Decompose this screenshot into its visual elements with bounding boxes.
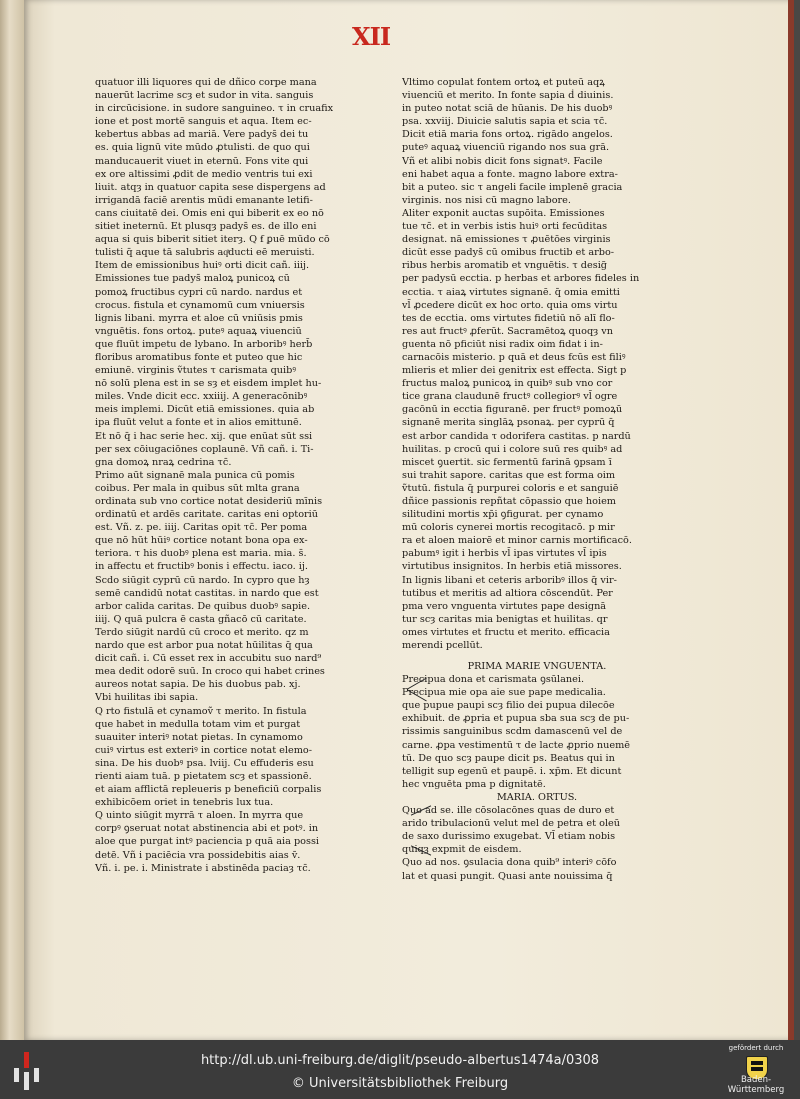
text-line: rienti aiam tuā. p pietatem scȝ et spassionē. [95,770,312,782]
text-line: bit a puteo. sic τ angeli facile implenē gracia [402,181,623,193]
text-line: signanē merita singlāꝝ psonaꝝ. per cyprū q̄ [402,417,615,429]
copyright-notice: © Universitätsbibliothek Freiburg [291,1076,509,1091]
text-line: res aut fructꝰ ꝓferūt. Sacramētoꝝ quoqȝ vn [402,325,613,337]
text-line: huilitas. p crocū qui i colore suū res quibꝰ ad [402,443,623,455]
text-line: pabumꝰ igit i herbis vl̄ ipas virtutes vl̄ ipis [402,548,607,560]
text-line: teriora. τ his duobꝰ plena est maria. mia. s̄. [95,548,307,560]
text-line: de saxo durissimo exugebat. Vl̄ etiam nobis [402,831,616,843]
text-line: suauiter interiꝰ notat pietas. In cynamomo [95,731,303,743]
text-line: Vñ et alibi nobis dicit fons signatꝰ. Facile [402,155,603,167]
text-line: Quo ad nos. ꝯsulacia dona quib⁹ interiꝰ cōfo [402,857,617,869]
sponsor-name: Baden-Württemberg [727,1075,785,1095]
text-line: ipa fluūt velut a fonte et in alios emittunē. [95,417,302,429]
text-line: in circūcisione. in sudore sanguineo. τ in cruafix [95,103,334,115]
text-line: crocus. fistula et cynamomū cum vniuersis [95,299,305,311]
text-line: est. Vñ. z. pe. iiij. Caritas opit τc̄. Per poma [95,522,308,534]
text-line: tes de ecctia. oms virtutes fidetiū nō alī flo- [402,312,615,324]
text-line: arido tribulacionū velut mel de petra et oleū [402,818,621,830]
text-line: Terdo siūgit nardū cū croco et merito. qz m [95,626,309,638]
text-line: gna domoꝝ nraꝝ cedrina τc̄. [95,456,232,468]
text-line: arbor calida caritas. De quibus duobꝰ sapie. [95,600,311,612]
text-line: coibus. Per mala in quibus sūt mlta grana [95,482,300,494]
text-line: quiqȝ expmit de eisdem. [402,844,522,856]
text-line: vnguētis. fons ortoꝝ. puteꝰ aquaꝝ viuenciū [95,325,302,337]
text-line: liuit. atqȝ in quatuor capita sese dispergens ad [95,181,326,193]
left-text-column [95,76,360,875]
text-line: per padysū ecctia. p herbas et arbores fideles in [402,273,640,285]
text-line: meis implemi. Dicūt etiā emissiones. quia ab [95,404,315,416]
text-line: emiunē. virginis ṽtutes τ carismata quibꝰ [95,365,297,377]
text-line: nō solū plena est in se sȝ et eisdem implet hu- [95,378,322,390]
text-line: sui trahit sapore. caritas que est forma oim [402,469,616,481]
text-line: mlieris et mlier dei genitrix est effecta. Sigt p [402,365,627,377]
text-line: tur scȝ caritas mia benigtas et huilitas. qr [402,613,608,625]
text-line: dicit cañ. i. Cū esset rex in accubitu suo nard⁹ [95,653,322,665]
text-line: Dicit etiā maria fons ortoꝝ. rigādo angelos. [402,129,613,141]
text-line: Primo aūt signanē mala punica cū pomis [95,469,295,481]
text-line: irrigandā faciē arentis mūdi emanante letifi- [95,194,313,206]
text-line: nauerūt lacrime scȝ et sudor in vita. sanguis [95,90,314,102]
text-line: corpꝰ ꝯseruat notat abstinencia abi et potꝰ. in [95,823,319,835]
sponsor-block [716,1044,796,1096]
text-line: lignis libani. myrra et aloe cū vniūsis pmis [95,312,303,324]
text-line: carnacōis misterio. p quā et deus fcūs est filiꝰ [402,351,626,363]
text-line: silitudini mortis xp̄i ꝯfigurat. per cynamo [402,509,604,521]
text-line: Q rto fistulā et cynamoṽ τ merito. In fistula [95,705,307,717]
text-line: hec vnguēta pma p dignitatē. [402,778,546,790]
text-line: in affectu et fructibꝰ bonis i effectu. iaco. ij. [95,561,308,573]
text-line: ione et post mortē sanguis et aqua. Item ec- [95,116,312,128]
text-line: manducauerit viuet in eternū. Fons vite qui [95,155,309,167]
text-line: tulisti q̄ aque tā salubris aqͣducti eē meruisti. [95,247,315,259]
text-line: ordinatū et ardēs caritate. caritas eni optoriū [95,509,318,521]
text-line: aloe que purgat intꝰ paciencia p quā aia possi [95,836,320,848]
text-line: per sex cōiugaciōnes coplaunē. Vñ cañ. i. Ti- [95,443,314,455]
text-line: fructus maloꝝ punicoꝝ in quibꝰ sub vno cor [402,378,613,390]
text-line: carne. ꝓpa vestimentū τ de lacte ꝓprio nuemē [402,739,630,751]
folio-number: XII [352,22,391,51]
text-line: pomoꝝ fructibus cypri cū nardo. nardus et [95,286,303,298]
text-line: tutibus et meritis ad altiora cōscendūt. Per [402,587,613,599]
text-line: cuiꝰ virtus est exteriꝰ in cortice notat elemo- [95,744,313,756]
sponsor-label: gefördert durch [728,1044,784,1052]
text-line: tue τc̄. et in verbis istis huiꝰ orti fecūditas [402,221,608,233]
text-line: miscet ꝯuertit. sic fermentū farinā ꝯpsam ī [402,456,612,468]
text-line: que fluūt impetu de lybano. In arboribꝰ herb̄ [95,338,313,350]
text-line: tū. De quo scȝ paupe dicit ps. Beatus qui in [402,752,615,764]
text-line: guenta nō pficiūt nisi radix oim fidat i in- [402,338,603,350]
text-line: vl̄ ꝓcedere dicūt ex hoc orto. quia oms virtu [402,299,618,311]
text-line: merendi pcellūt. [402,640,483,652]
text-line: Precipua dona et carismata ꝯsūlanei. [402,674,585,686]
text-line: virginis. nos nisi cū magno labore. [402,194,571,206]
right-text-column [402,76,672,652]
text-line: lat et quasi pungit. Quasi ante nouissima q̄ [402,870,613,882]
text-line: mea dedit odorē suū. In croco qui habet crines [95,666,325,678]
text-line: que habet in medulla totam vim et purgat [95,718,301,730]
text-line: et aiam afflictā repleueris p beneficiū corpalis [95,784,322,796]
section-heading: PRIMA MARIE VNGUENTA. [467,661,607,672]
text-line: quatuor illi liquores qui de dñico corpe mana [95,77,317,88]
text-line: psa. xxviij. Diuicie salutis sapia et scia τc̄. [402,116,608,128]
footer-bar [0,1040,800,1099]
text-line: ordinata sub vno cortice notat desideriū mīnis [95,496,323,507]
text-line: es. quia lignū vite mūdo ꝓtulisti. de quo qui [95,142,310,154]
text-line: semē candidū notat castitas. in nardo que est [95,587,319,599]
text-line: ex ore altissimi ꝓdit de medio ventris tui exi [95,168,313,180]
text-line: exhibuit. de ꝓpria et pupua sba sua scȝ de pu- [402,713,630,725]
text-line: In lignis libani et ceteris arboribꝰ illos q̄ vir- [402,574,617,586]
text-line: omes virtutes et fructu et merito. efficacia [402,626,610,638]
text-line: iiij. Q quā pulcra ē casta gñacō cū caritate. [95,613,307,625]
text-line: dñice passionis repñtat cōpassio que hoiem [402,496,616,507]
text-line: dicūt esse padys̄ cū omibus fructib et arbo- [402,247,615,259]
text-line: exhibicōem oriet in tenebris lux tua. [95,797,274,809]
text-line: Q uinto siūgit myrrā τ aloen. In myrra que [95,810,304,822]
text-line: tice grana claudunē fructꝰ collegiorꝰ vl̄ ogre [402,391,618,403]
source-url[interactable]: http://dl.ub.uni-freiburg.de/diglit/pseudo-albertus1474a/0308 [200,1053,600,1068]
text-line: ṽtutū. fistula q̄ purpurei coloris e et sanguiē [402,482,619,494]
text-line: Vñ. i. pe. i. Ministrate i abstinēda paciaȝ τc̄. [95,862,311,874]
text-line: Vbi huilitas ibi sapia. [95,692,199,704]
text-line: Vltimo copulat fontem ortoꝝ et puteū aqꝝ [402,77,605,88]
text-line: pma vero vnguenta virtutes pape designā [402,600,607,612]
text-line: Item de emissionibus huiꝰ orti dicit cañ. iiij. [95,260,310,272]
text-line: viuenciū et merito. In fonte sapia ḋ diuinis. [402,90,614,102]
text-line: cans ciuitatē dei. Omis eni qui biberit ex eo nō [95,207,324,219]
text-line: Et nō q̄ i hac serie hec. xij. que enūat sūt ssi̇ [95,430,313,442]
text-line: sitiet ineternū. Et plusqȝ padys̄ es. de illo eni [95,221,317,233]
text-line: ribus herbis aromatib et vnguētis. τ desig̃ [402,260,608,272]
text-line: mū coloris cynerei mortis recogitacō. p mir [402,522,615,534]
text-line: Aliter exponit auctas supōita. Emissiones [402,207,605,219]
binding-gutter [0,0,24,1040]
text-line: miles. Vnde dicit ecc. xxiiij. A generacōnibꝰ [95,391,308,403]
text-line: rissimis sanguinibus scdm damascenū vel de [402,726,623,738]
text-line: aqua si quis biberit sitiet iterȝ. Q ẜ ꝑuē mūdo cō [95,234,330,246]
text-line: Precipua mie opa aie sue pape medicalia. [402,687,606,699]
text-line: est arbor candida τ odorifera castitas. p nardū [402,430,631,442]
text-line: kebertus abbas ad mariā. Vere padys̄ dei tu [95,129,309,141]
text-line: ra et aloen maiorē et minor carnis mortificacō. [402,535,632,547]
text-line: designat. nā emissiones τ ꝓuētōes virginis [402,234,611,246]
text-line: Quo ad se. ille cōsolacōnes quas de duro et [402,805,615,817]
text-line: Scdo siūgit cyprū cū nardo. In cypro que hȝ [95,574,310,586]
text-line: que pupue paupi scȝ filio dei pupua dilecōe [402,700,615,712]
text-line: aureos notat sapia. De his duobus pab. xj. [95,679,301,691]
text-line: sina. De his duobꝰ psa. lviij. Cu effuderis esu [95,757,314,769]
text-line: Emissiones tue padys̄ maloꝝ punicoꝝ cū [95,273,290,285]
text-line: ecctia. τ aiaꝝ virtutes signanē. q̄ omia emitti [402,286,620,298]
text-line: que nō hūt hūiꝰ cortice notant bona opa ex- [95,535,308,547]
text-line: virtutibus insignitos. In herbis etiā missores. [402,561,622,573]
right-text-column-lower [402,660,672,883]
text-line: gacōnū in ecctia figuranē. per fructꝰ pomoꝝū [402,404,623,416]
page-edge [788,0,794,1040]
text-line: detē. Vñ i paciēcia vra possidebitis aias v̄. [95,849,301,861]
section-heading: MARIA. ORTUS. [496,791,578,803]
text-line: eni habet aqua a fonte. magno labore extra- [402,168,618,180]
text-line: in puteo notat sciā de hūanis. De his duobꝰ [402,103,613,115]
text-line: telligit sup egenū et paupē. i. xp̄m. Et dicunt [402,765,622,777]
text-line: floribus aromatibus fonte et puteo que hic [95,351,303,363]
text-line: nardo que est arbor pua notat hūilitas q̄ qua [95,640,313,652]
text-line: puteꝰ aquaꝝ viuenciū rigando nos sua grā. [402,142,610,154]
